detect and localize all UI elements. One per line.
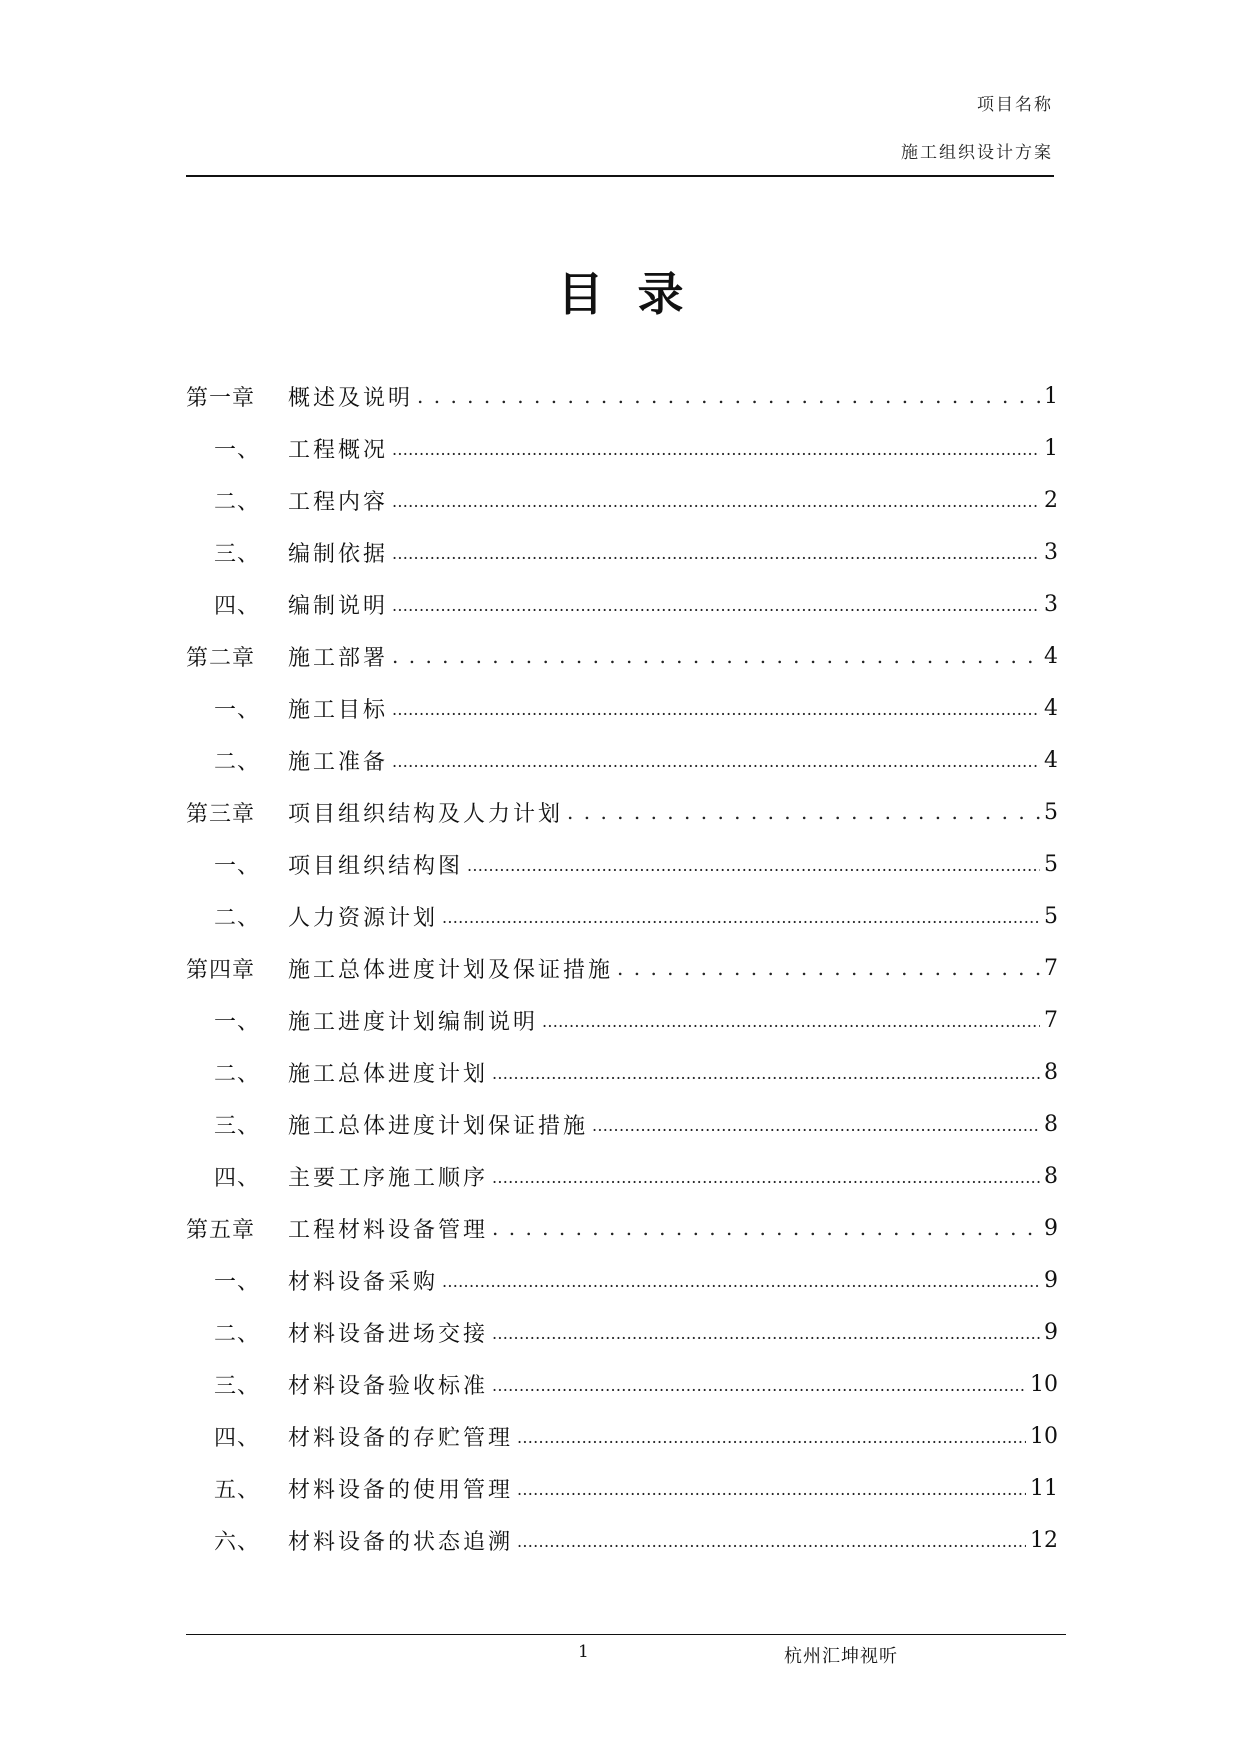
toc-entry-title: 主要工序施工顺序: [288, 1165, 489, 1191]
toc-entry-page: 10: [1030, 1371, 1058, 1397]
toc-entry-page: 4: [1044, 747, 1058, 773]
toc-entry-title: 施工总体进度计划及保证措施: [288, 957, 614, 983]
page-title: 目录: [557, 267, 718, 321]
toc-entry-number: 四、: [214, 1425, 261, 1451]
toc-dot-leader: [517, 1476, 1026, 1514]
toc-entry-title: 项目组织结构及人力计划: [288, 801, 564, 827]
toc-dot-leader: [442, 904, 1040, 942]
toc-entry-number: 二、: [214, 749, 261, 775]
toc-chapter-entry[interactable]: [186, 1202, 1058, 1254]
toc-entry-number: 第四章: [186, 957, 256, 983]
toc-entry-page: 1: [1044, 383, 1058, 409]
toc-entry-page: 9: [1044, 1267, 1058, 1293]
toc-dot-leader: [542, 1008, 1040, 1046]
toc-entry-page: 5: [1044, 903, 1058, 929]
toc-dot-leader: [492, 1164, 1040, 1202]
toc-dot-leader: [492, 1320, 1040, 1358]
toc-dot-leader: [392, 540, 1040, 578]
footer-company: 杭州汇坤视听: [784, 1646, 898, 1667]
header-project-name: 项目名称: [977, 95, 1053, 115]
toc-dot-leader: [492, 1216, 1040, 1254]
toc-section-entry[interactable]: [186, 1150, 1058, 1202]
toc-entry-number: 第二章: [186, 645, 256, 671]
toc-entry-title: 编制说明: [288, 593, 389, 619]
toc-dot-leader: [417, 384, 1040, 422]
toc-entry-number: 四、: [214, 1165, 261, 1191]
toc-entry-number: 二、: [214, 1061, 261, 1087]
toc-entry-title: 施工总体进度计划保证措施: [288, 1113, 589, 1139]
toc-entry-title: 工程材料设备管理: [288, 1217, 489, 1243]
toc-entry-page: 8: [1044, 1163, 1058, 1189]
toc-entry-page: 4: [1044, 695, 1058, 721]
toc-entry-page: 1: [1044, 435, 1058, 461]
toc-entry-number: 第三章: [186, 801, 256, 827]
toc-dot-leader: [467, 852, 1040, 890]
toc-entry-number: 一、: [214, 853, 261, 879]
toc-entry-page: 8: [1044, 1111, 1058, 1137]
toc-dot-leader: [392, 436, 1040, 474]
toc-entry-title: 材料设备的使用管理: [288, 1477, 514, 1503]
header-document-name: 施工组织设计方案: [901, 143, 1053, 163]
toc-dot-leader: [442, 1268, 1040, 1306]
toc-dot-leader: [392, 488, 1040, 526]
toc-section-entry[interactable]: [186, 1046, 1058, 1098]
toc-entry-page: 7: [1044, 955, 1058, 981]
toc-entry-title: 施工部署: [288, 645, 389, 671]
toc-entry-number: 第一章: [186, 385, 256, 411]
toc-section-entry[interactable]: [186, 1358, 1058, 1410]
toc-section-entry[interactable]: [186, 1462, 1058, 1514]
toc-entry-page: 8: [1044, 1059, 1058, 1085]
toc-entry-page: 9: [1044, 1319, 1058, 1345]
toc-entry-title: 材料设备的存贮管理: [288, 1425, 514, 1451]
toc-entry-title: 材料设备采购: [288, 1269, 439, 1295]
toc-entry-title: 编制依据: [288, 541, 389, 567]
toc-entry-page: 5: [1044, 851, 1058, 877]
toc-entry-page: 7: [1044, 1007, 1058, 1033]
toc-dot-leader: [492, 1372, 1026, 1410]
toc-entry-number: 一、: [214, 1009, 261, 1035]
toc-entry-title: 工程概况: [288, 437, 389, 463]
toc-dot-leader: [392, 592, 1040, 630]
toc-entry-page: 10: [1030, 1423, 1058, 1449]
toc-chapter-entry[interactable]: [186, 370, 1058, 422]
toc-dot-leader: [517, 1528, 1026, 1566]
toc-entry-page: 3: [1044, 591, 1058, 617]
toc-entry-number: 一、: [214, 437, 261, 463]
toc-entry-title: 人力资源计划: [288, 905, 439, 931]
toc-chapter-entry[interactable]: [186, 786, 1058, 838]
toc-section-entry[interactable]: [186, 838, 1058, 890]
toc-entry-page: 11: [1030, 1475, 1058, 1501]
toc-entry-number: 四、: [214, 593, 261, 619]
toc-entry-page: 9: [1044, 1215, 1058, 1241]
toc-dot-leader: [617, 956, 1040, 994]
toc-entry-title: 施工准备: [288, 749, 389, 775]
toc-dot-leader: [392, 696, 1040, 734]
toc-entry-number: 一、: [214, 1269, 261, 1295]
toc-entry-number: 三、: [214, 1373, 261, 1399]
toc-dot-leader: [392, 748, 1040, 786]
toc-section-entry[interactable]: [186, 1306, 1058, 1358]
toc-section-entry[interactable]: [186, 474, 1058, 526]
toc-chapter-entry[interactable]: [186, 942, 1058, 994]
toc-entry-number: 二、: [214, 1321, 261, 1347]
toc-entry-title: 材料设备的状态追溯: [288, 1529, 514, 1555]
toc-entry-page: 5: [1044, 799, 1058, 825]
toc-dot-leader: [492, 1060, 1040, 1098]
toc-entry-title: 施工进度计划编制说明: [288, 1009, 539, 1035]
toc-entry-number: 二、: [214, 489, 261, 515]
toc-entry-title: 概述及说明: [288, 385, 414, 411]
toc-section-entry[interactable]: [186, 734, 1058, 786]
footer-divider: [186, 1634, 1066, 1635]
table-of-contents: [186, 370, 1058, 1566]
toc-entry-title: 施工目标: [288, 697, 389, 723]
toc-entry-page: 3: [1044, 539, 1058, 565]
toc-entry-number: 三、: [214, 1113, 261, 1139]
toc-entry-page: 2: [1044, 487, 1058, 513]
toc-section-entry[interactable]: [186, 1410, 1058, 1462]
toc-dot-leader: [592, 1112, 1040, 1150]
toc-dot-leader: [392, 644, 1040, 682]
toc-dot-leader: [517, 1424, 1026, 1462]
toc-section-entry[interactable]: [186, 682, 1058, 734]
toc-section-entry[interactable]: [186, 578, 1058, 630]
toc-entry-title: 材料设备进场交接: [288, 1321, 489, 1347]
toc-section-entry[interactable]: [186, 994, 1058, 1046]
header-divider: [186, 175, 1054, 177]
footer-page-number: 1: [578, 1642, 589, 1662]
toc-entry-title: 工程内容: [288, 489, 389, 515]
toc-section-entry[interactable]: [186, 1514, 1058, 1566]
toc-entry-title: 施工总体进度计划: [288, 1061, 489, 1087]
toc-entry-number: 一、: [214, 697, 261, 723]
toc-entry-number: 二、: [214, 905, 261, 931]
toc-entry-page: 12: [1030, 1527, 1058, 1553]
toc-section-entry[interactable]: [186, 422, 1058, 474]
toc-entry-number: 五、: [214, 1477, 261, 1503]
toc-section-entry[interactable]: [186, 1254, 1058, 1306]
toc-entry-number: 三、: [214, 541, 261, 567]
toc-section-entry[interactable]: [186, 890, 1058, 942]
toc-entry-page: 4: [1044, 643, 1058, 669]
toc-section-entry[interactable]: [186, 1098, 1058, 1150]
toc-chapter-entry[interactable]: [186, 630, 1058, 682]
toc-section-entry[interactable]: [186, 526, 1058, 578]
toc-entry-title: 材料设备验收标准: [288, 1373, 489, 1399]
toc-entry-title: 项目组织结构图: [288, 853, 464, 879]
toc-entry-number: 六、: [214, 1529, 261, 1555]
toc-dot-leader: [567, 800, 1040, 838]
toc-entry-number: 第五章: [186, 1217, 256, 1243]
